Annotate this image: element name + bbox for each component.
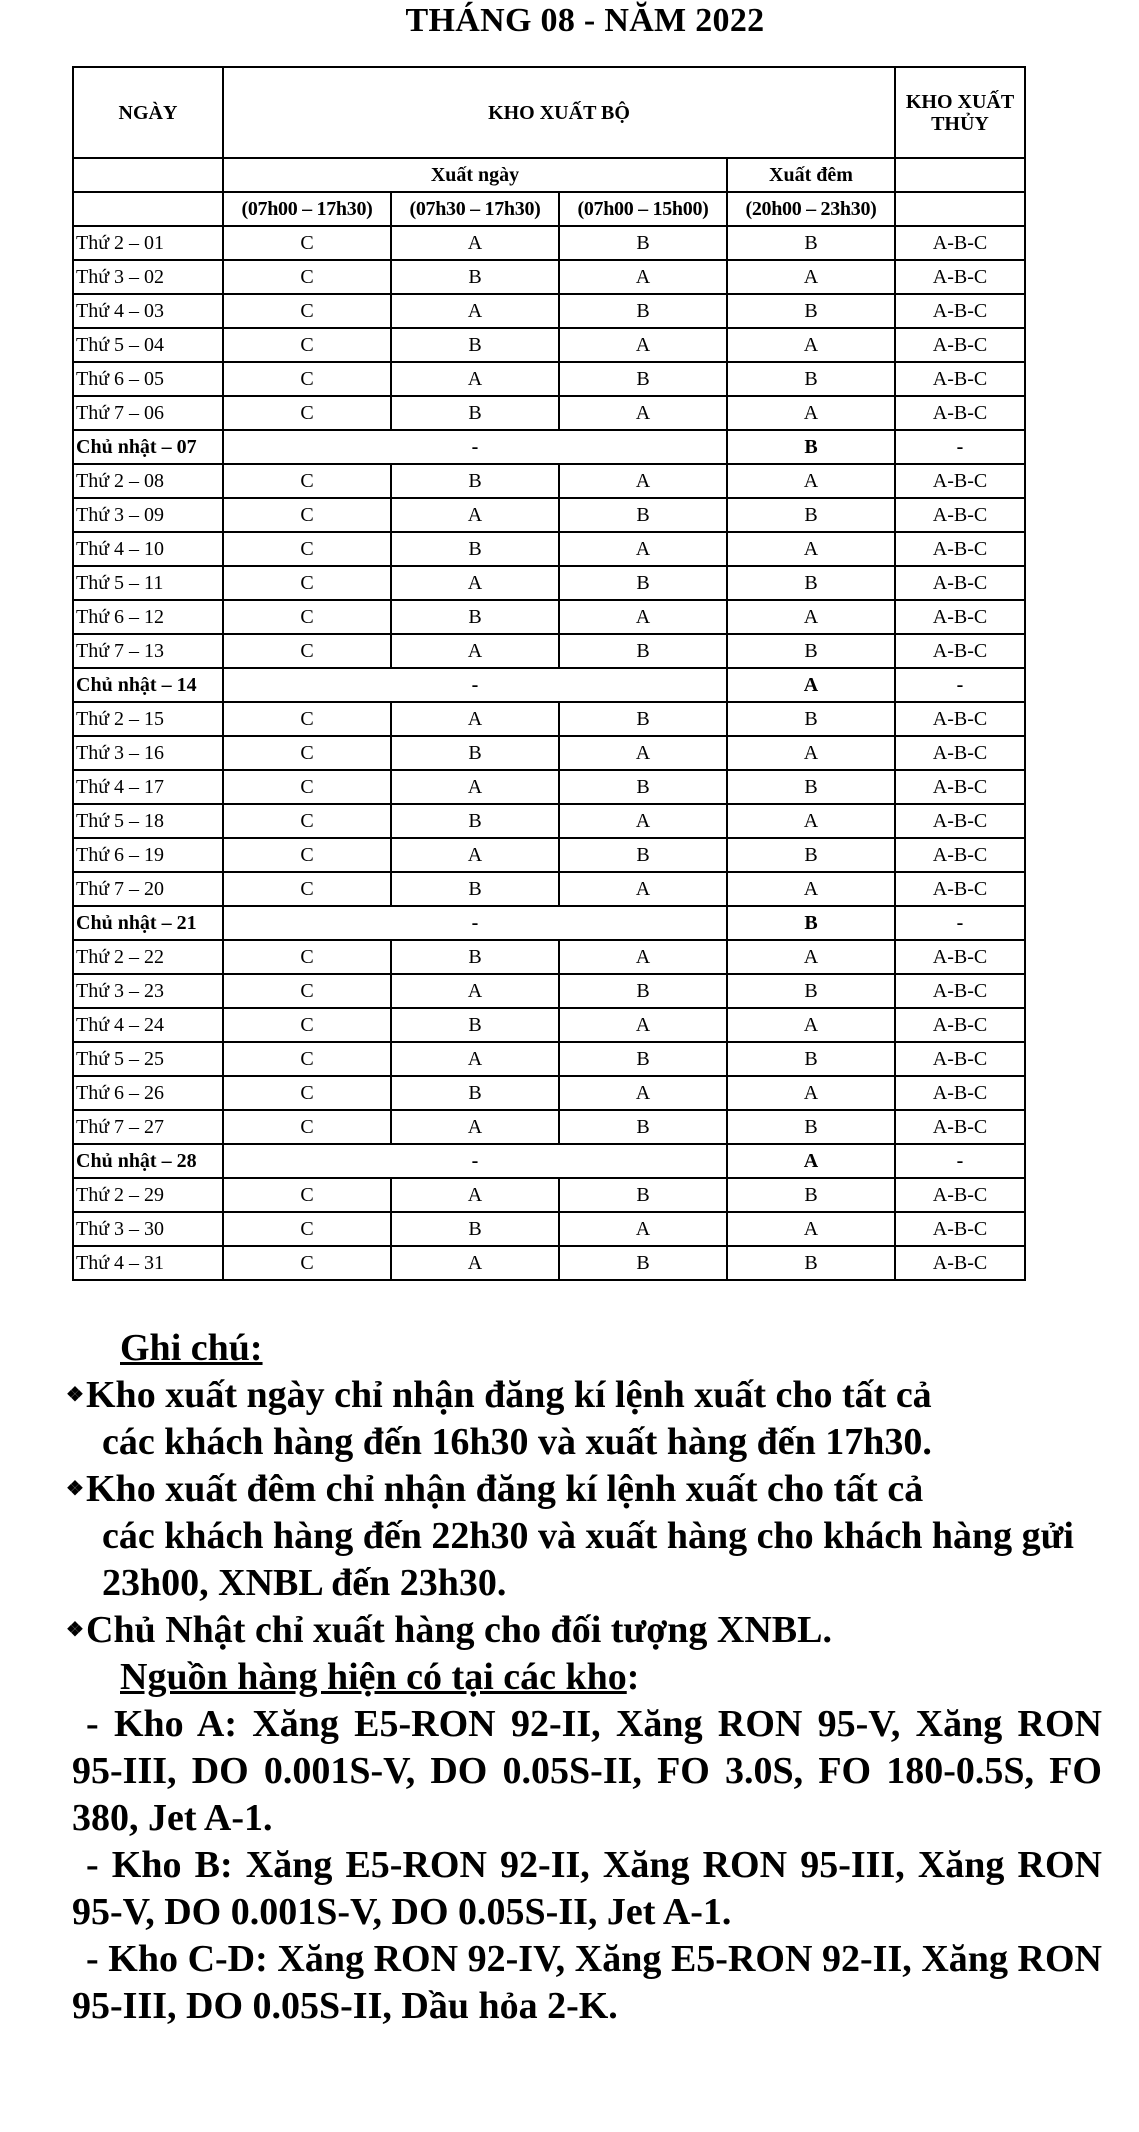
night-shift-cell: B <box>727 226 895 260</box>
night-shift-cell: B <box>727 566 895 600</box>
day-cell: Thứ 4 – 17 <box>73 770 223 804</box>
table-row <box>73 940 1025 974</box>
table-row <box>73 1178 1025 1212</box>
notes-heading: Ghi chú: <box>120 1327 263 1369</box>
shift-cell: B <box>391 532 559 566</box>
shift-cell: A <box>559 1076 727 1110</box>
day-cell: Chủ nhật – 07 <box>73 430 223 464</box>
shift-cell: A <box>559 600 727 634</box>
night-shift-cell: A <box>727 600 895 634</box>
shift-cell: C <box>223 1076 391 1110</box>
shift-cell: A <box>559 532 727 566</box>
night-shift-cell: A <box>727 940 895 974</box>
shift-cell: A <box>391 634 559 668</box>
day-cell: Thứ 2 – 22 <box>73 940 223 974</box>
day-shift-cell: - <box>223 430 727 464</box>
day-cell: Thứ 4 – 24 <box>73 1008 223 1042</box>
shift-cell: C <box>223 294 391 328</box>
shift-cell: A <box>391 1246 559 1280</box>
water-cell: A-B-C <box>895 974 1025 1008</box>
night-shift-cell: A <box>727 804 895 838</box>
shift-cell: C <box>223 1008 391 1042</box>
header-day: NGÀY <box>73 67 223 158</box>
header-time: (07h00 – 15h00) <box>559 192 727 226</box>
shift-cell: B <box>391 1008 559 1042</box>
shift-cell: C <box>223 872 391 906</box>
water-cell: A-B-C <box>895 1076 1025 1110</box>
night-shift-cell: B <box>727 430 895 464</box>
table-row <box>73 362 1025 396</box>
water-cell: - <box>895 906 1025 940</box>
table-row <box>73 1008 1025 1042</box>
day-cell: Thứ 2 – 15 <box>73 702 223 736</box>
table-row <box>73 464 1025 498</box>
shift-cell: B <box>391 872 559 906</box>
shift-cell: C <box>223 362 391 396</box>
shift-cell: B <box>559 770 727 804</box>
water-cell: A-B-C <box>895 1110 1025 1144</box>
note-text: Kho xuất ngày chỉ nhận đăng kí lệnh xuất cho tất cả <box>86 1374 932 1416</box>
note-text: các khách hàng đến 16h30 và xuất hàng đến 17h30. <box>102 1421 932 1463</box>
header-blank <box>895 158 1025 192</box>
table-row <box>73 226 1025 260</box>
shift-cell: C <box>223 974 391 1008</box>
shift-cell: C <box>223 396 391 430</box>
day-cell: Thứ 3 – 02 <box>73 260 223 294</box>
shift-cell: A <box>559 736 727 770</box>
shift-cell: B <box>391 804 559 838</box>
table-row <box>73 294 1025 328</box>
night-shift-cell: A <box>727 1212 895 1246</box>
note-item <box>66 1372 1102 1466</box>
header-blank <box>895 192 1025 226</box>
header-time: (07h30 – 17h30) <box>391 192 559 226</box>
shift-cell: B <box>391 600 559 634</box>
day-cell: Thứ 5 – 04 <box>73 328 223 362</box>
water-cell: A-B-C <box>895 770 1025 804</box>
shift-cell: B <box>559 294 727 328</box>
table-row <box>73 328 1025 362</box>
table-row <box>73 872 1025 906</box>
shift-cell: B <box>391 1212 559 1246</box>
shift-cell: C <box>223 464 391 498</box>
table-row-sunday <box>73 1144 1025 1178</box>
day-cell: Thứ 2 – 29 <box>73 1178 223 1212</box>
water-cell: A-B-C <box>895 634 1025 668</box>
table-row <box>73 1042 1025 1076</box>
table-row <box>73 1212 1025 1246</box>
table-row <box>73 770 1025 804</box>
shift-cell: B <box>559 498 727 532</box>
shift-cell: A <box>391 838 559 872</box>
water-cell: - <box>895 668 1025 702</box>
shift-cell: B <box>559 1110 727 1144</box>
night-shift-cell: A <box>727 532 895 566</box>
day-cell: Thứ 7 – 20 <box>73 872 223 906</box>
day-cell: Chủ nhật – 14 <box>73 668 223 702</box>
header-row-times <box>73 192 1025 226</box>
day-cell: Thứ 6 – 19 <box>73 838 223 872</box>
table-row <box>73 396 1025 430</box>
shift-cell: C <box>223 226 391 260</box>
day-cell: Thứ 5 – 18 <box>73 804 223 838</box>
shift-cell: B <box>391 260 559 294</box>
header-day-shift: Xuất ngày <box>223 158 727 192</box>
header-water-warehouse: KHO XUẤT THỦY <box>895 67 1025 158</box>
shift-cell: B <box>391 736 559 770</box>
day-cell: Thứ 6 – 05 <box>73 362 223 396</box>
night-shift-cell: B <box>727 1110 895 1144</box>
day-shift-cell: - <box>223 668 727 702</box>
shift-cell: B <box>559 1246 727 1280</box>
bullet-icon: ❖ <box>66 1384 84 1406</box>
water-cell: A-B-C <box>895 498 1025 532</box>
table-row <box>73 838 1025 872</box>
shift-cell: B <box>559 226 727 260</box>
day-cell: Thứ 4 – 31 <box>73 1246 223 1280</box>
day-cell: Thứ 3 – 16 <box>73 736 223 770</box>
shift-cell: A <box>559 1212 727 1246</box>
night-shift-cell: A <box>727 328 895 362</box>
shift-cell: B <box>559 634 727 668</box>
night-shift-cell: B <box>727 838 895 872</box>
shift-cell: A <box>391 1178 559 1212</box>
header-blank <box>73 192 223 226</box>
header-row-main <box>73 67 1025 158</box>
shift-cell: A <box>559 396 727 430</box>
shift-cell: A <box>391 974 559 1008</box>
table-row <box>73 1076 1025 1110</box>
shift-cell: C <box>223 1110 391 1144</box>
day-cell: Thứ 7 – 27 <box>73 1110 223 1144</box>
water-cell: A-B-C <box>895 532 1025 566</box>
shift-cell: A <box>391 1110 559 1144</box>
table-row <box>73 634 1025 668</box>
day-shift-cell: - <box>223 1144 727 1178</box>
shift-cell: B <box>391 464 559 498</box>
shift-cell: C <box>223 804 391 838</box>
night-shift-cell: B <box>727 634 895 668</box>
shift-cell: A <box>391 566 559 600</box>
table-row <box>73 1110 1025 1144</box>
note-item <box>66 1466 1102 1607</box>
table-row <box>73 974 1025 1008</box>
water-cell: A-B-C <box>895 328 1025 362</box>
table-row-sunday <box>73 668 1025 702</box>
day-cell: Thứ 7 – 06 <box>73 396 223 430</box>
shift-cell: C <box>223 532 391 566</box>
table-row <box>73 532 1025 566</box>
note-text: Kho xuất đêm chỉ nhận đăng kí lệnh xuất cho tất cả <box>86 1468 924 1510</box>
shift-cell: C <box>223 940 391 974</box>
header-row-shift <box>73 158 1025 192</box>
table-row <box>73 600 1025 634</box>
note-text: Chủ Nhật chỉ xuất hàng cho đối tượng XNBL. <box>86 1609 832 1651</box>
page-title: THÁNG 08 - NĂM 2022 <box>405 2 765 39</box>
bullet-icon: ❖ <box>66 1619 84 1641</box>
day-cell: Thứ 4 – 03 <box>73 294 223 328</box>
header-time: (07h00 – 17h30) <box>223 192 391 226</box>
bullet-icon: ❖ <box>66 1478 84 1500</box>
water-cell: A-B-C <box>895 736 1025 770</box>
night-shift-cell: B <box>727 770 895 804</box>
night-shift-cell: A <box>727 396 895 430</box>
shift-cell: A <box>559 328 727 362</box>
day-cell: Thứ 6 – 26 <box>73 1076 223 1110</box>
shift-cell: A <box>391 702 559 736</box>
table-row-sunday <box>73 906 1025 940</box>
water-cell: A-B-C <box>895 600 1025 634</box>
day-cell: Thứ 5 – 25 <box>73 1042 223 1076</box>
shift-cell: C <box>223 328 391 362</box>
night-shift-cell: B <box>727 1178 895 1212</box>
day-cell: Thứ 5 – 11 <box>73 566 223 600</box>
shift-cell: B <box>391 1076 559 1110</box>
shift-cell: C <box>223 600 391 634</box>
night-shift-cell: B <box>727 294 895 328</box>
table-row <box>73 498 1025 532</box>
day-cell: Thứ 7 – 13 <box>73 634 223 668</box>
source-item: - Kho B: Xăng E5-RON 92-II, Xăng RON 95-III, Xăng RON 95-V, DO 0.001S-V, DO 0.05S-II, Jet A-1. <box>72 1844 1102 1933</box>
day-cell: Chủ nhật – 21 <box>73 906 223 940</box>
night-shift-cell: A <box>727 736 895 770</box>
source-item: - Kho C-D: Xăng RON 92-IV, Xăng E5-RON 92-II, Xăng RON 95-III, DO 0.05S-II, Dầu hỏa 2-K. <box>72 1938 1102 2027</box>
shift-cell: C <box>223 634 391 668</box>
shift-cell: B <box>559 838 727 872</box>
shift-cell: C <box>223 838 391 872</box>
shift-cell: A <box>559 260 727 294</box>
water-cell: A-B-C <box>895 566 1025 600</box>
day-cell: Thứ 6 – 12 <box>73 600 223 634</box>
table-row <box>73 736 1025 770</box>
night-shift-cell: B <box>727 974 895 1008</box>
water-cell: A-B-C <box>895 1212 1025 1246</box>
shift-cell: B <box>559 702 727 736</box>
water-cell: A-B-C <box>895 226 1025 260</box>
shift-cell: B <box>391 328 559 362</box>
shift-cell: A <box>391 294 559 328</box>
header-land-warehouse: KHO XUẤT BỘ <box>223 67 895 158</box>
water-cell: A-B-C <box>895 260 1025 294</box>
shift-cell: B <box>559 1178 727 1212</box>
night-shift-cell: B <box>727 362 895 396</box>
water-cell: A-B-C <box>895 838 1025 872</box>
water-cell: A-B-C <box>895 702 1025 736</box>
day-cell: Thứ 2 – 01 <box>73 226 223 260</box>
shift-cell: A <box>559 940 727 974</box>
shift-cell: B <box>559 566 727 600</box>
day-shift-cell: - <box>223 906 727 940</box>
note-item <box>66 1607 1102 1654</box>
night-shift-cell: A <box>727 1008 895 1042</box>
notes-section <box>66 1325 1102 2030</box>
header-night-shift: Xuất đêm <box>727 158 895 192</box>
night-shift-cell: B <box>727 1246 895 1280</box>
table-row-sunday <box>73 430 1025 464</box>
shift-cell: A <box>391 770 559 804</box>
water-cell: A-B-C <box>895 362 1025 396</box>
day-cell: Thứ 3 – 09 <box>73 498 223 532</box>
night-shift-cell: A <box>727 1076 895 1110</box>
shift-cell: A <box>391 226 559 260</box>
shift-cell: A <box>391 498 559 532</box>
shift-cell: B <box>559 1042 727 1076</box>
night-shift-cell: B <box>727 702 895 736</box>
day-cell: Thứ 4 – 10 <box>73 532 223 566</box>
water-cell: A-B-C <box>895 396 1025 430</box>
shift-cell: B <box>391 940 559 974</box>
shift-cell: C <box>223 566 391 600</box>
shift-cell: C <box>223 498 391 532</box>
shift-cell: B <box>559 974 727 1008</box>
water-cell: A-B-C <box>895 1042 1025 1076</box>
night-shift-cell: A <box>727 260 895 294</box>
night-shift-cell: B <box>727 906 895 940</box>
shift-cell: C <box>223 1212 391 1246</box>
night-shift-cell: A <box>727 464 895 498</box>
shift-cell: C <box>223 702 391 736</box>
water-cell: - <box>895 430 1025 464</box>
shift-cell: C <box>223 1246 391 1280</box>
shift-cell: A <box>391 362 559 396</box>
water-cell: A-B-C <box>895 294 1025 328</box>
shift-cell: C <box>223 260 391 294</box>
shift-cell: B <box>391 396 559 430</box>
shift-cell: C <box>223 736 391 770</box>
water-cell: A-B-C <box>895 1008 1025 1042</box>
day-cell: Thứ 2 – 08 <box>73 464 223 498</box>
water-cell: A-B-C <box>895 940 1025 974</box>
night-shift-cell: B <box>727 1042 895 1076</box>
day-cell: Chủ nhật – 28 <box>73 1144 223 1178</box>
day-cell: Thứ 3 – 23 <box>73 974 223 1008</box>
shift-cell: A <box>559 872 727 906</box>
water-cell: A-B-C <box>895 464 1025 498</box>
night-shift-cell: A <box>727 872 895 906</box>
note-text: các khách hàng đến 22h30 và xuất hàng cho khách hàng gửi 23h00, XNBL đến 23h30. <box>102 1515 1074 1604</box>
water-cell: A-B-C <box>895 804 1025 838</box>
shift-cell: C <box>223 1178 391 1212</box>
source-item: - Kho A: Xăng E5-RON 92-II, Xăng RON 95-V, Xăng RON 95-III, DO 0.001S-V, DO 0.05S-II, FO 3.0S, FO 180-0.5S, FO 380, Jet A-1. <box>72 1703 1102 1839</box>
night-shift-cell: B <box>727 498 895 532</box>
water-cell: A-B-C <box>895 872 1025 906</box>
water-cell: A-B-C <box>895 1246 1025 1280</box>
table-row <box>73 566 1025 600</box>
shift-cell: C <box>223 1042 391 1076</box>
shift-cell: A <box>559 464 727 498</box>
shift-cell: A <box>559 1008 727 1042</box>
table-row <box>73 702 1025 736</box>
shift-cell: B <box>559 362 727 396</box>
night-shift-cell: A <box>727 668 895 702</box>
water-cell: - <box>895 1144 1025 1178</box>
shift-cell: A <box>559 804 727 838</box>
night-shift-cell: A <box>727 1144 895 1178</box>
shift-cell: A <box>391 1042 559 1076</box>
header-blank <box>73 158 223 192</box>
sources-heading: Nguồn hàng hiện có tại các kho: <box>120 1656 640 1698</box>
water-cell: A-B-C <box>895 1178 1025 1212</box>
header-time: (20h00 – 23h30) <box>727 192 895 226</box>
day-cell: Thứ 3 – 30 <box>73 1212 223 1246</box>
table-row <box>73 804 1025 838</box>
schedule-table <box>72 66 1026 1281</box>
shift-cell: C <box>223 770 391 804</box>
table-row <box>73 260 1025 294</box>
table-row <box>73 1246 1025 1280</box>
